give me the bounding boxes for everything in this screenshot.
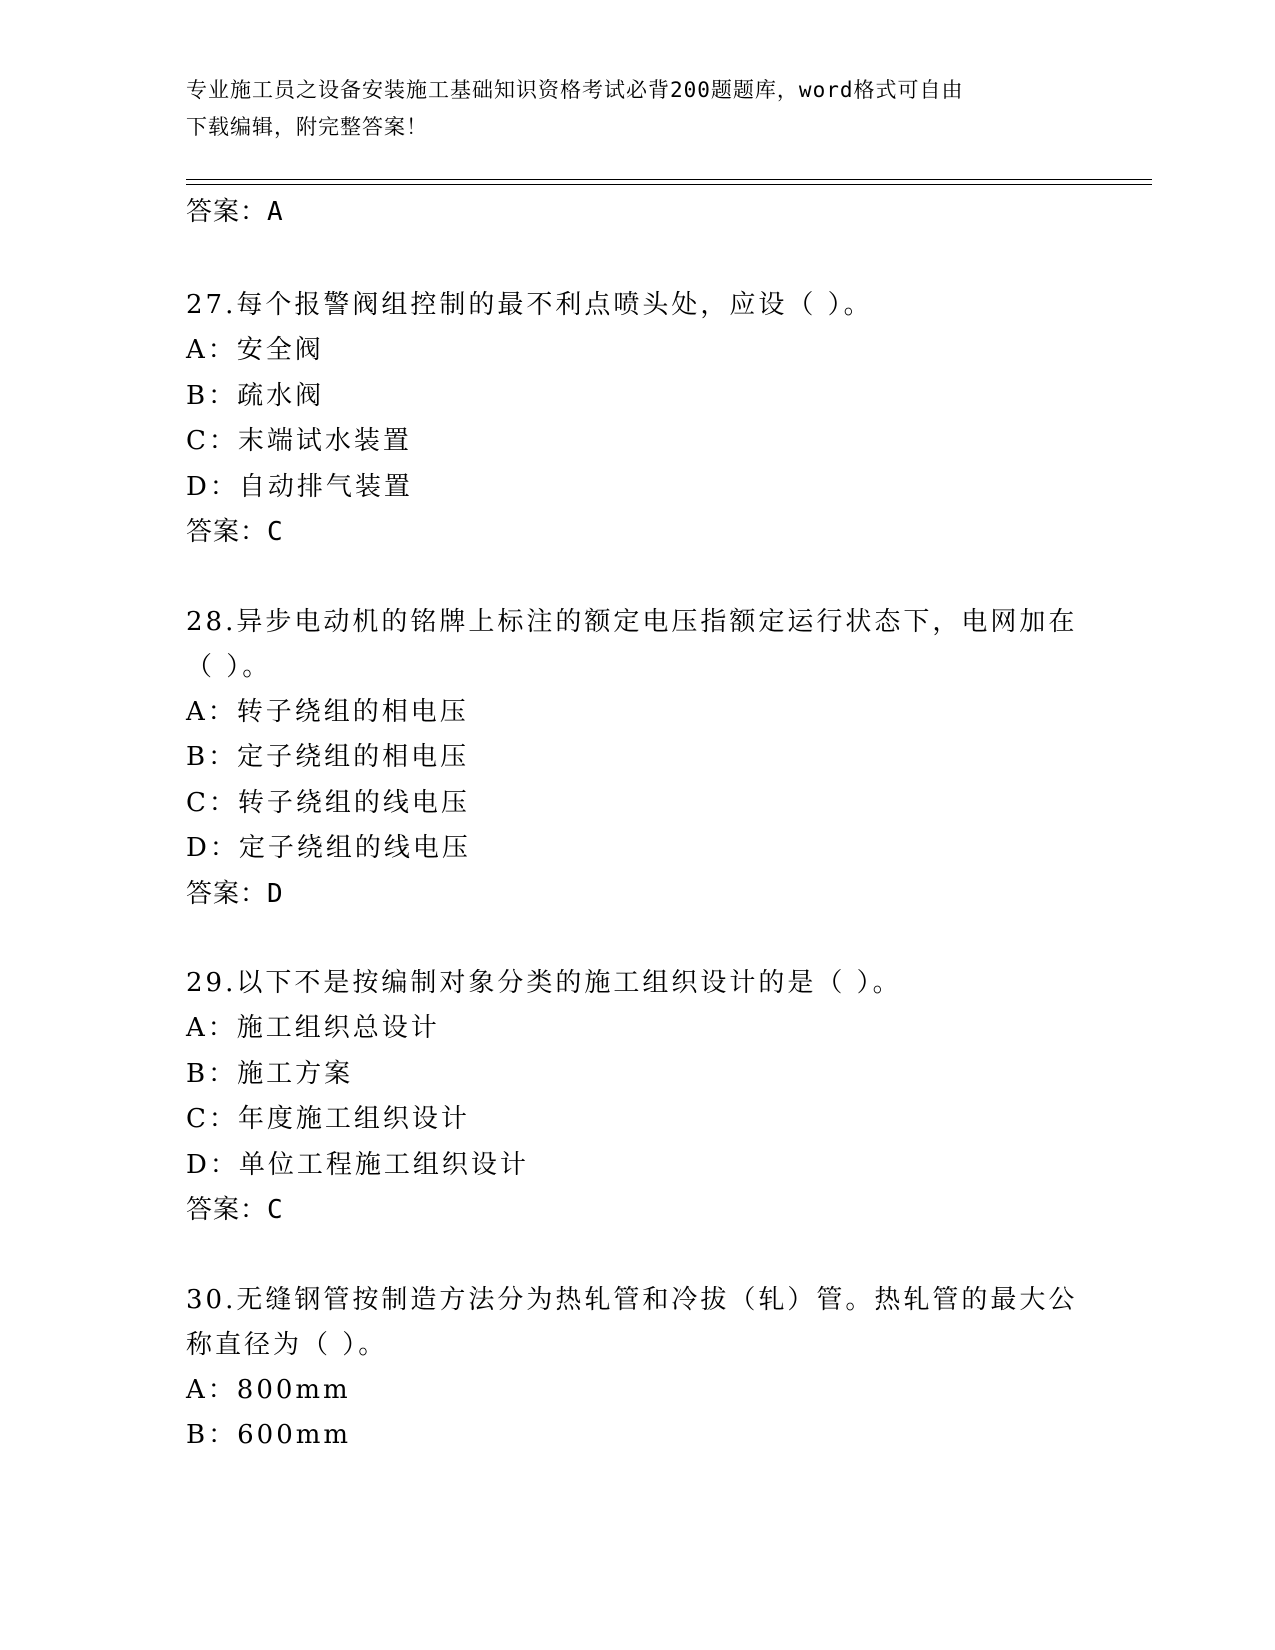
option-d: D：单位工程施工组织设计 [186, 1149, 529, 1180]
question-stem-continued: （ ）。 [186, 651, 272, 682]
answer-label: 答案：A [186, 197, 284, 227]
option-b: B：定子绕组的相电压 [186, 742, 470, 772]
question-list [186, 283, 1086, 1503]
option-a: A：安全阀 [186, 335, 324, 365]
answer-label: 答案：C [186, 517, 284, 547]
option-c: C：转子绕组的线电压 [186, 787, 470, 818]
option-c: C：末端试水装置 [186, 426, 412, 456]
document-header [186, 72, 1086, 146]
option-b: B：600mm [186, 1420, 352, 1450]
question-stem-continued: 称直径为（ ）。 [186, 1329, 388, 1360]
question-29 [186, 961, 1086, 1234]
option-b: B：施工方案 [186, 1058, 354, 1089]
question-28 [186, 600, 1086, 918]
question-stem: 28.异步电动机的铭牌上标注的额定电压指额定运行状态下，电网加在 [186, 606, 1078, 637]
header-divider-top [186, 179, 1152, 180]
answer-label: 答案：C [186, 1195, 284, 1225]
question-stem: 29.以下不是按编制对象分类的施工组织设计的是（ ）。 [186, 968, 902, 998]
option-a: A：800mm [186, 1374, 351, 1405]
option-b: B：疏水阀 [186, 380, 325, 411]
option-d: D：自动排气装置 [186, 471, 413, 502]
question-stem: 27.每个报警阀组控制的最不利点喷头处，应设（ ）。 [186, 290, 873, 320]
question-27 [186, 283, 1086, 556]
option-a: A：施工组织总设计 [186, 1013, 440, 1043]
header-line-1: 专业施工员之设备安装施工基础知识资格考试必背200题题库，word格式可自由 [186, 78, 964, 102]
question-stem: 30.无缝钢管按制造方法分为热轧管和冷拔（轧）管。热轧管的最大公 [186, 1284, 1078, 1315]
option-d: D：定子绕组的线电压 [186, 833, 471, 863]
header-divider-bottom [186, 184, 1152, 185]
answer-label: 答案：D [186, 878, 284, 909]
option-c: C：年度施工组织设计 [186, 1104, 470, 1134]
option-a: A：转子绕组的相电压 [186, 696, 469, 727]
header-line-2: 下载编辑，附完整答案！ [186, 115, 428, 139]
question-30 [186, 1278, 1086, 1459]
